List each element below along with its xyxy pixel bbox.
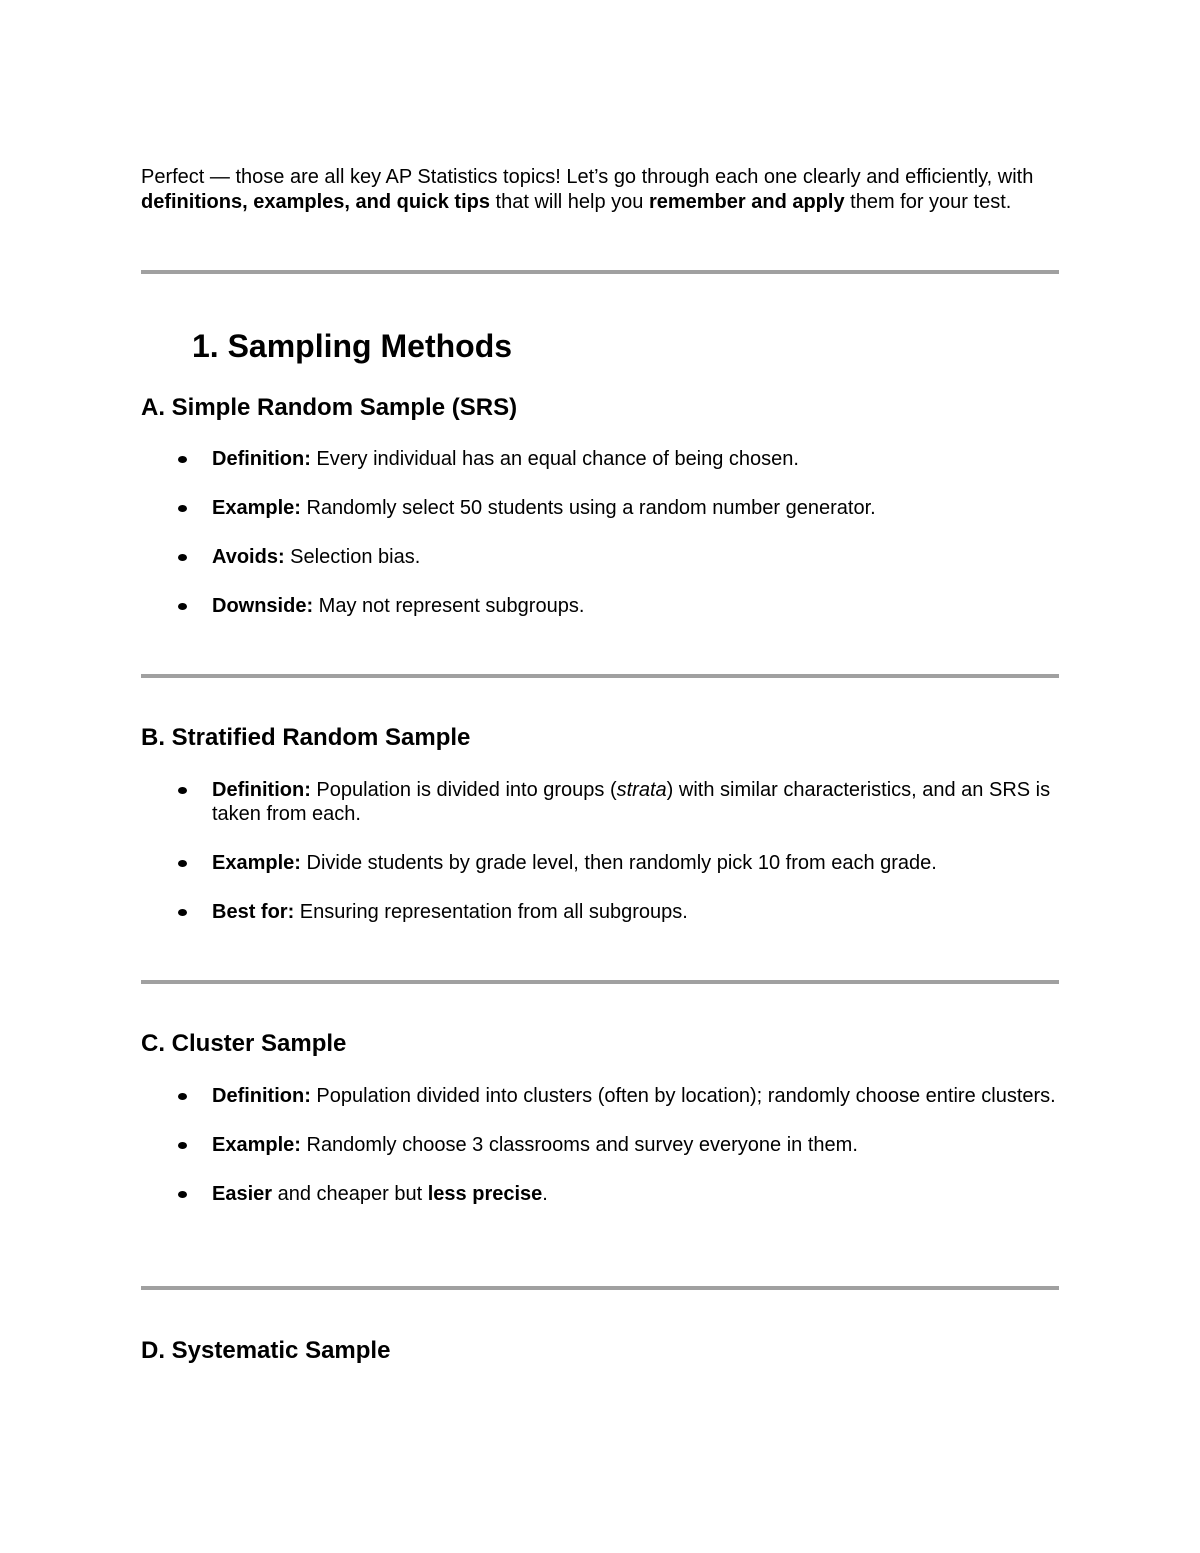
list-item xyxy=(141,900,1059,924)
list-item xyxy=(141,1084,1059,1108)
bullet-text: Population is divided into groups ( xyxy=(310,779,617,801)
bullet-icon xyxy=(178,787,187,794)
bullet-text: and cheaper but xyxy=(272,1183,428,1205)
list-item xyxy=(141,1133,1059,1157)
bullet-bold-easier: Easier xyxy=(212,1183,273,1205)
list-item xyxy=(141,594,1059,618)
section-heading-sampling-methods: 1. Sampling Methods xyxy=(192,328,513,364)
horizontal-rule xyxy=(141,270,1059,274)
bullet-label: Avoids: xyxy=(212,546,285,568)
bullet-label: Example: xyxy=(212,497,301,519)
bullet-text: Ensuring representation from all subgroups. xyxy=(294,901,688,923)
list-item xyxy=(141,1182,1059,1206)
bullet-text: May not represent subgroups. xyxy=(313,595,585,617)
bullet-label: Example: xyxy=(212,852,301,874)
intro-text: Perfect — those are all key AP Statistics topics! Let’s go through each one clearly and efficiently, with xyxy=(141,166,1034,188)
bullet-icon xyxy=(178,554,187,561)
intro-text: that will help you xyxy=(489,191,649,213)
horizontal-rule xyxy=(141,980,1059,984)
subheading-stratified-random-sample: B. Stratified Random Sample xyxy=(141,724,471,751)
bullet-text: Divide students by grade level, then randomly pick 10 from each grade. xyxy=(300,852,937,874)
bullet-icon xyxy=(178,909,187,916)
bullet-icon xyxy=(178,860,187,867)
bullet-label: Example: xyxy=(212,1134,301,1156)
bullet-label: Definition: xyxy=(212,779,311,801)
bullet-icon xyxy=(178,1093,187,1100)
bullet-text: Selection bias. xyxy=(284,546,421,568)
intro-paragraph xyxy=(141,165,1059,215)
cluster-bullet-list xyxy=(141,1084,1059,1231)
subheading-systematic-sample: D. Systematic Sample xyxy=(141,1337,391,1364)
bullet-icon xyxy=(178,603,187,610)
bullet-text: . xyxy=(542,1183,548,1205)
intro-bold-remember: remember and apply xyxy=(648,191,845,213)
bullet-text: Every individual has an equal chance of being chosen. xyxy=(310,448,799,470)
bullet-bold-less-precise: less precise xyxy=(427,1183,543,1205)
bullet-label: Definition: xyxy=(212,1085,311,1107)
bullet-text: Population divided into clusters (often by location); randomly choose entire clusters. xyxy=(310,1085,1056,1107)
bullet-label: Definition: xyxy=(212,448,311,470)
bullet-text: Randomly choose 3 classrooms and survey everyone in them. xyxy=(300,1134,858,1156)
subheading-simple-random-sample: A. Simple Random Sample (SRS) xyxy=(141,394,518,421)
bullet-label: Downside: xyxy=(212,595,314,617)
bullet-icon xyxy=(178,1191,187,1198)
list-item xyxy=(141,447,1059,471)
bullet-icon xyxy=(178,456,187,463)
subheading-cluster-sample: C. Cluster Sample xyxy=(141,1030,347,1057)
bullet-icon xyxy=(178,505,187,512)
intro-bold-definitions: definitions, examples, and quick tips xyxy=(141,191,490,213)
bullet-text: ) with similar characteristics, and an SRS is taken from each. xyxy=(212,779,1051,825)
list-item xyxy=(141,496,1059,520)
srs-bullet-list xyxy=(141,447,1059,643)
horizontal-rule xyxy=(141,1286,1059,1290)
list-item xyxy=(141,778,1059,826)
horizontal-rule xyxy=(141,674,1059,678)
stratified-bullet-list xyxy=(141,778,1059,949)
bullet-icon xyxy=(178,1142,187,1149)
bullet-text: Randomly select 50 students using a random number generator. xyxy=(300,497,876,519)
bullet-italic-strata: strata xyxy=(616,779,667,801)
bullet-label: Best for: xyxy=(212,901,295,923)
list-item xyxy=(141,851,1059,875)
intro-text: them for your test. xyxy=(844,191,1012,213)
list-item xyxy=(141,545,1059,569)
